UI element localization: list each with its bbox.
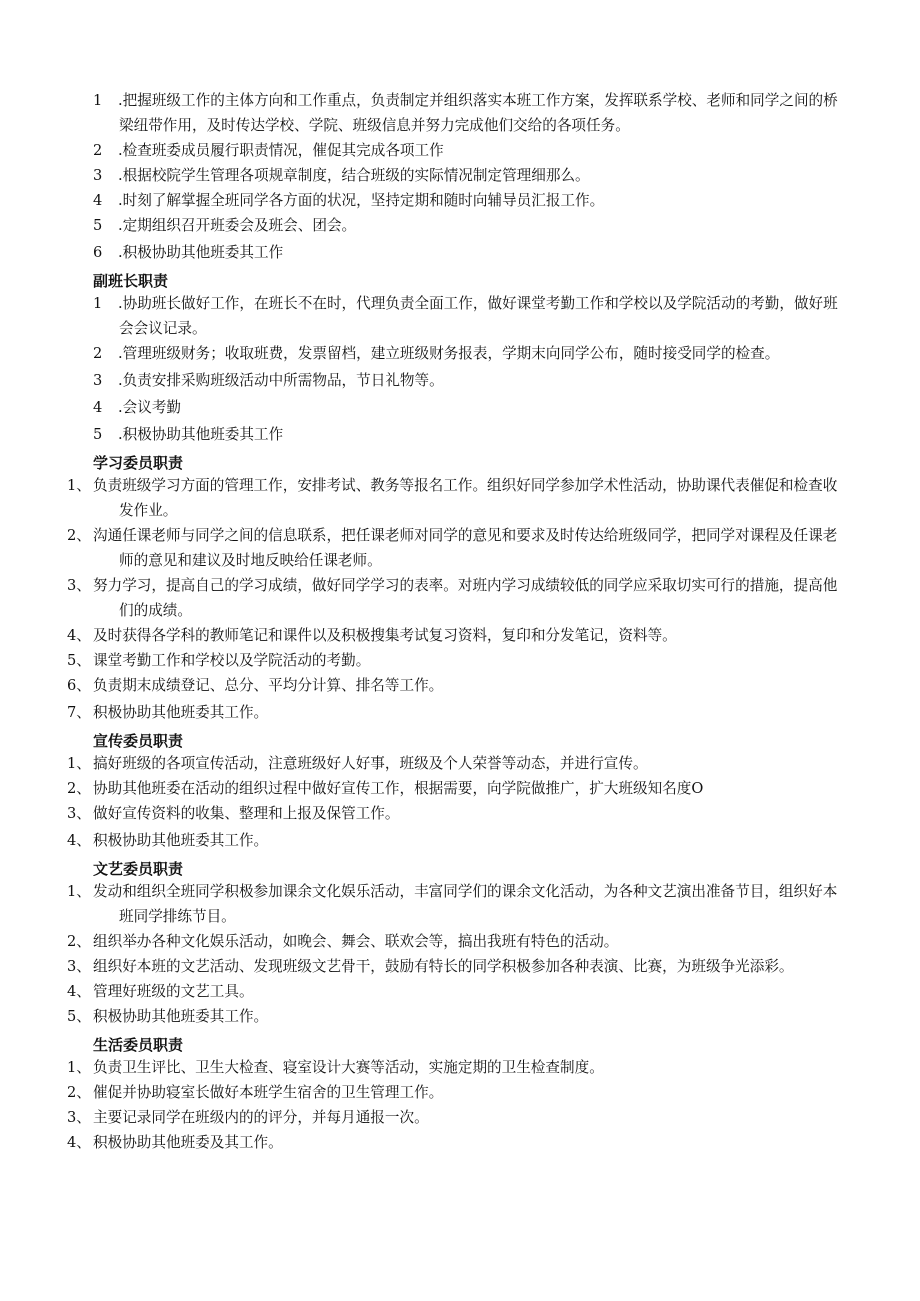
item-text: 努力学习，提高自己的学习成绩，做好同学学习的表率。对班内学习成绩较低的同学应采取切实可行的措施，提高他们的成绩。 <box>93 577 838 619</box>
list-item <box>93 422 838 447</box>
list-item: 7、 积极协助其他班委其工作。 <box>67 704 269 721</box>
list-item: 4、 及时获得各学科的教师笔记和课件以及积极搜集考试复习资料，复印和分发笔记，资料等。 <box>67 627 677 644</box>
section-heading: 宣传委员职责 <box>93 732 184 750</box>
list-item: 1、 负责卫生评比、卫生大检查、寝室设计大赛等活动，实施定期的卫生检查制度。 <box>67 1059 604 1076</box>
item-text: 发动和组织全班同学积极参加课余文化娱乐活动，丰富同学们的课余文化活动，为各种文艺演出准备节目，组织好本班同学排练节目。 <box>93 883 838 925</box>
item-text: .协助班长做好工作，在班长不在时，代理负责全面工作，做好课堂考勤工作和学校以及学院活动的考勤，做好班会会议记录。 <box>118 295 838 337</box>
item-text: 积极协助其他班委其工作。 <box>93 704 269 721</box>
item-text: 积极协助其他班委其工作。 <box>93 832 269 849</box>
list-item: 2、 协助其他班委在活动的组织过程中做好宣传工作，根据需要，向学院做推广，扩大班级知名度O <box>67 780 704 797</box>
list-item: 3、 做好宣传资料的收集、整理和上报及保管工作。 <box>67 805 400 822</box>
list-item: 4、 积极协助其他班委其工作。 <box>67 832 269 849</box>
item-text: 管理好班级的文艺工具。 <box>93 983 254 1000</box>
item-text: 课堂考勤工作和学校以及学院活动的考勤。 <box>93 652 371 669</box>
list-item <box>93 88 838 138</box>
item-number: 4 <box>93 192 103 209</box>
document-page <box>67 88 838 1155</box>
list-item: 2、 催促并协助寝室长做好本班学生宿舍的卫生管理工作。 <box>67 1084 444 1101</box>
item-number: 1 <box>93 92 103 109</box>
item-text: .积极协助其他班委其工作 <box>118 244 284 261</box>
list-item: 1、 发动和组织全班同学积极参加课余文化娱乐活动，丰富同学们的课余文化活动，为各种文艺演出准备节目，组织好本班同学排练节目。 <box>67 883 838 925</box>
item-text: 及时获得各学科的教师笔记和课件以及积极搜集考试复习资料，复印和分发笔记，资料等。 <box>93 627 677 644</box>
list-item: 3、 主要记录同学在班级内的的评分，并每月通报一次。 <box>67 1109 429 1126</box>
list-item <box>93 368 838 393</box>
list-item: 2、 组织举办各种文化娱乐活动，如晚会、舞会、联欢会等，搞出我班有特色的活动。 <box>67 933 619 950</box>
publicity-committee-duties-section <box>67 731 838 853</box>
item-text: .把握班级工作的主体方向和工作重点，负责制定并组织落实本班工作方案，发挥联系学校、老师和同学之间的桥梁纽带作用，及时传达学校、学院、班级信息并努力完成他们交给的各项任务。 <box>118 92 838 134</box>
arts-committee-duties-section <box>67 859 838 1029</box>
list-item: 4、 积极协助其他班委及其工作。 <box>67 1134 283 1151</box>
list-item: 3、 努力学习，提高自己的学习成绩，做好同学学习的表率。对班内学习成绩较低的同学应采取切实可行的措施，提高他们的成绩。 <box>67 577 838 619</box>
list-item: 2、 沟通任课老师与同学之间的信息联系，把任课老师对同学的意见和要求及时传达给班级同学，把同学对课程及任课老师的意见和建议及时地反映给任课老师。 <box>67 527 838 569</box>
item-number: 3 <box>93 167 103 184</box>
list-item: 1、 搞好班级的各项宣传活动，注意班级好人好事，班级及个人荣誉等动态，并进行宣传。 <box>67 755 648 772</box>
list-item <box>93 188 838 213</box>
monitor-duties-section <box>93 88 838 265</box>
item-number: 4 <box>93 399 103 416</box>
study-committee-duties-section <box>67 453 838 725</box>
item-text: .时刻了解掌握全班同学各方面的状况，坚持定期和随时向辅导员汇报工作。 <box>118 192 605 209</box>
item-text: 组织举办各种文化娱乐活动，如晚会、舞会、联欢会等，搞出我班有特色的活动。 <box>93 933 619 950</box>
item-text: .负责安排采购班级活动中所需物品，节日礼物等。 <box>118 372 444 389</box>
item-text: 负责期末成绩登记、总分、平均分计算、排名等工作。 <box>93 677 444 694</box>
list-item <box>93 291 838 341</box>
item-number: 6 <box>93 244 103 261</box>
list-item <box>93 341 838 366</box>
item-number: 5 <box>93 426 103 443</box>
vice-monitor-duties-section <box>93 271 838 447</box>
item-number: 2 <box>93 142 103 159</box>
list-item <box>93 163 838 188</box>
item-number: 3 <box>93 372 103 389</box>
list-item: 6、 负责期末成绩登记、总分、平均分计算、排名等工作。 <box>67 677 444 694</box>
item-text: 积极协助其他班委及其工作。 <box>93 1134 283 1151</box>
item-number: 2 <box>93 345 103 362</box>
item-text: 沟通任课老师与同学之间的信息联系，把任课老师对同学的意见和要求及时传达给班级同学，把同学对课程及任课老师的意见和建议及时地反映给任课老师。 <box>93 527 838 569</box>
item-text: 组织好本班的文艺活动、发现班级文艺骨干，鼓励有特长的同学积极参加各种表演、比赛，为班级争光添彩。 <box>93 958 794 975</box>
item-text: .会议考勤 <box>118 399 182 416</box>
item-number: 5 <box>93 217 103 234</box>
life-committee-duties-section <box>67 1035 838 1155</box>
item-text: .管理班级财务；收取班费，发票留档，建立班级财务报表，学期末向同学公布，随时接受同学的检查。 <box>118 345 780 362</box>
item-text: 负责班级学习方面的管理工作，安排考试、教务等报名工作。组织好同学参加学术性活动，协助课代表催促和检查收发作业。 <box>93 477 838 519</box>
item-text: .积极协助其他班委其工作 <box>118 426 284 443</box>
item-text: .检查班委成员履行职责情况，催促其完成各项工作 <box>118 142 444 159</box>
section-heading: 学习委员职责 <box>93 454 184 472</box>
item-text: 催促并协助寝室长做好本班学生宿舍的卫生管理工作。 <box>93 1084 444 1101</box>
item-text: 积极协助其他班委其工作。 <box>93 1008 269 1025</box>
item-number: 1 <box>93 295 103 312</box>
list-item: 4、 管理好班级的文艺工具。 <box>67 983 254 1000</box>
section-heading: 文艺委员职责 <box>93 860 184 878</box>
list-item <box>93 213 838 238</box>
list-item: 1、 负责班级学习方面的管理工作，安排考试、教务等报名工作。组织好同学参加学术性活动，协助课代表催促和检查收发作业。 <box>67 477 838 519</box>
item-text: 主要记录同学在班级内的的评分，并每月通报一次。 <box>93 1109 429 1126</box>
list-item: 5、 课堂考勤工作和学校以及学院活动的考勤。 <box>67 652 371 669</box>
list-item <box>93 395 838 420</box>
item-text: 做好宣传资料的收集、整理和上报及保管工作。 <box>93 805 400 822</box>
section-heading: 副班长职责 <box>93 272 169 290</box>
list-item: 3、 组织好本班的文艺活动、发现班级文艺骨干，鼓励有特长的同学积极参加各种表演、比赛，为班级争光添彩。 <box>67 958 794 975</box>
list-item: 5、 积极协助其他班委其工作。 <box>67 1008 269 1025</box>
item-text: .定期组织召开班委会及班会、团会。 <box>118 217 357 234</box>
section-heading: 生活委员职责 <box>93 1036 184 1054</box>
item-text: 协助其他班委在活动的组织过程中做好宣传工作，根据需要，向学院做推广，扩大班级知名度O <box>93 780 704 797</box>
item-text: 搞好班级的各项宣传活动，注意班级好人好事，班级及个人荣誉等动态，并进行宣传。 <box>93 755 648 772</box>
item-text: .根据校院学生管理各项规章制度，结合班级的实际情况制定管理细那么。 <box>118 167 590 184</box>
list-item <box>93 240 838 265</box>
item-text: 负责卫生评比、卫生大检查、寝室设计大赛等活动，实施定期的卫生检查制度。 <box>93 1059 604 1076</box>
list-item <box>93 138 838 163</box>
